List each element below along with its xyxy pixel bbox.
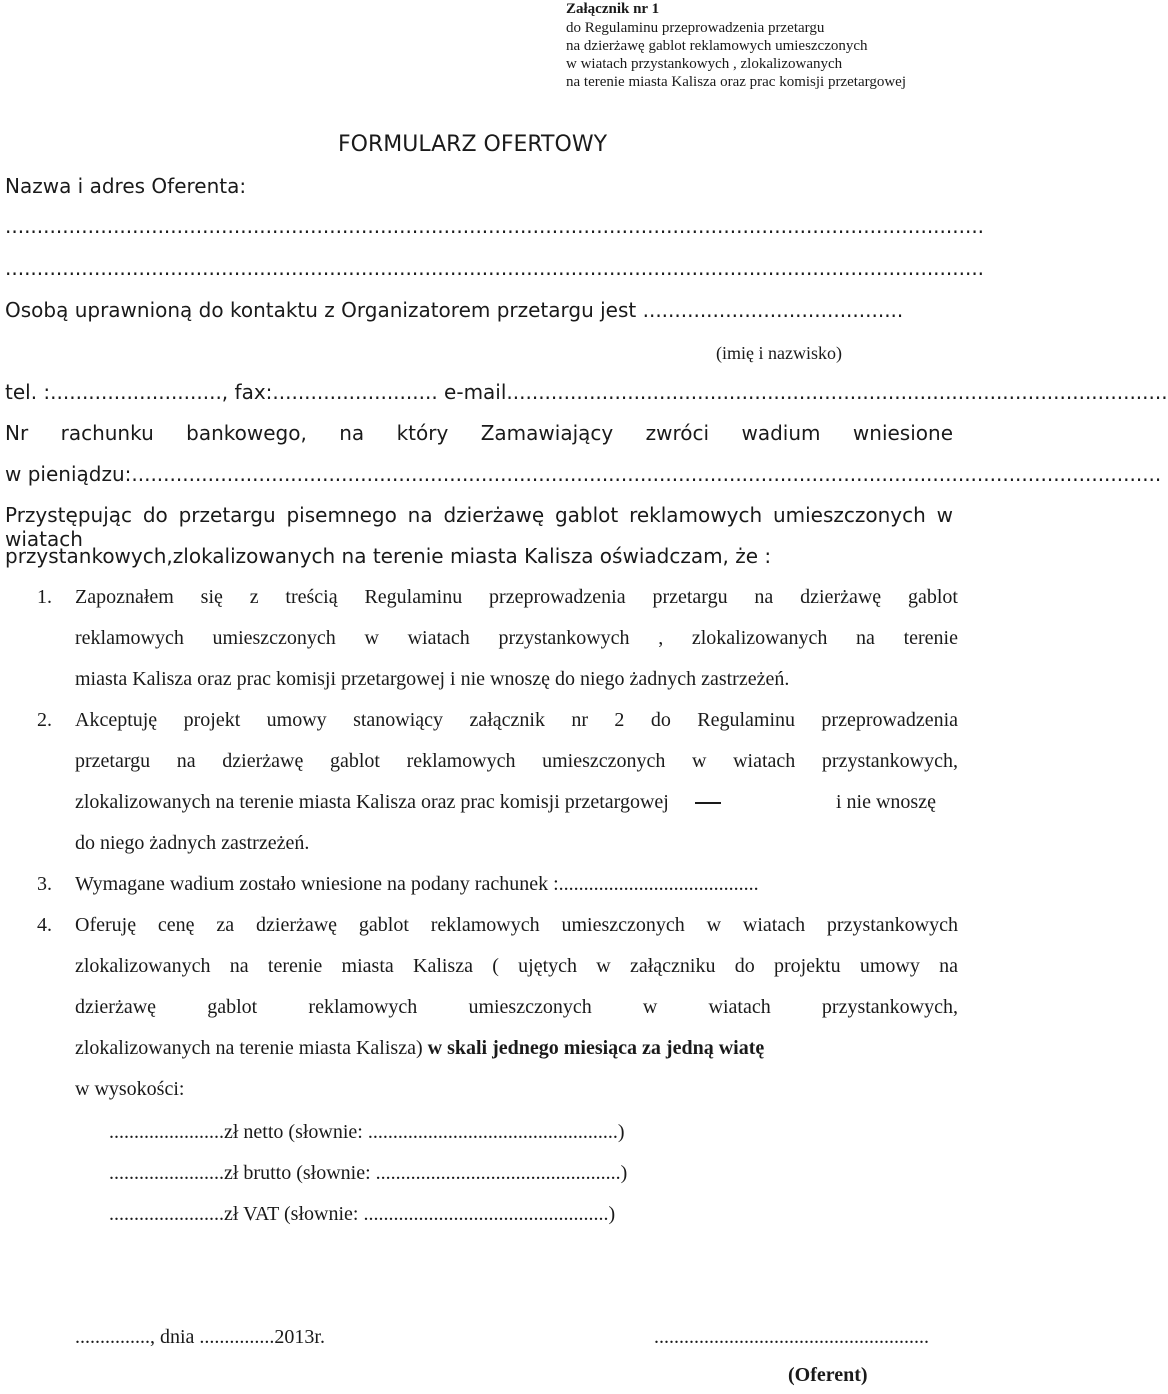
bank-account-fill-line: w pieniądzu:..................................................................................................................................................................: [5, 462, 1162, 486]
item-text-line: zlokalizowanych na terenie miasta Kalisza) w skali jednego miesiąca za jedną wiatę: [75, 1037, 765, 1059]
item-text-line: zlokalizowanych na terenie miasta Kalisza ( ujętych w załączniku do projektu umowy na: [75, 955, 958, 977]
header-attachment-number: Załącznik nr 1: [566, 1, 660, 17]
signature-label: (Oferent): [788, 1364, 868, 1386]
declaration-intro-line: Przystępując do przetargu pisemnego na dzierżawę gablot reklamowych umieszczonych w wiatach: [5, 503, 953, 551]
place-date-line: ..............., dnia ...............2013r.: [75, 1326, 325, 1348]
item-text-line: przetargu na dzierżawę gablot reklamowych umieszczonych w wiatach przystankowych,: [75, 750, 958, 772]
contact-details-line: tel. :..........................., fax:.......................... e-mail........................................................................................................: [5, 380, 1168, 404]
fill-in-line: ..........................................................................................................................................................: [5, 214, 985, 238]
header-line: do Regulaminu przeprowadzenia przetargu: [566, 20, 825, 36]
item-text-line: Wymagane wadium zostało wniesione na podany rachunek :........................................: [75, 873, 759, 895]
contact-person-line: Osobą uprawnioną do kontaktu z Organizatorem przetargu jest .........................................: [5, 298, 904, 322]
header-line: na dzierżawę gablot reklamowych umieszczonych: [566, 38, 868, 54]
item-text-line: Zapoznałem się z treścią Regulaminu przeprowadzenia przetargu na dzierżawę gablot: [75, 586, 958, 608]
item-text-line: Oferuję cenę za dzierżawę gablot reklamowych umieszczonych w wiatach przystankowych: [75, 914, 958, 936]
price-netto-line: .......................zł netto (słownie: ..................................................): [109, 1121, 625, 1143]
item-text-line: dzierżawę gablot reklamowych umieszczonych w wiatach przystankowych,: [75, 996, 958, 1018]
price-vat-line: .......................zł VAT (słownie: .................................................): [109, 1203, 616, 1225]
bank-account-line: Nr rachunku bankowego, na który Zamawiający zwróci wadium wniesione: [5, 421, 953, 445]
item-text-line: reklamowych umieszczonych w wiatach przystankowych , zlokalizowanych na terenie: [75, 627, 958, 649]
offeror-name-label: Nazwa i adres Oferenta:: [5, 174, 247, 198]
price-brutto-line: .......................zł brutto (słownie: .................................................): [109, 1162, 628, 1184]
item-number: 2.: [37, 709, 52, 731]
item-number: 4.: [37, 914, 52, 936]
declaration-intro-line: przystankowych,zlokalizowanych na terenie miasta Kalisza oświadczam, że :: [5, 544, 772, 568]
item-text-line: zlokalizowanych na terenie miasta Kalisza oraz prac komisji przetargowej: [75, 791, 727, 814]
item-text-line: do niego żadnych zastrzeżeń.: [75, 832, 310, 854]
item-text-line: Akceptuję projekt umowy stanowiący załącznik nr 2 do Regulaminu przeprowadzenia: [75, 709, 958, 731]
item-number: 3.: [37, 873, 52, 895]
item-text-line: i nie wnoszę: [836, 791, 936, 813]
dash-mark: [695, 802, 721, 804]
contact-person-hint: (imię i nazwisko): [716, 343, 842, 363]
signature-line: .......................................................: [654, 1326, 929, 1348]
billing-period-emphasis: w skali jednego miesiąca za jedną wiatę: [427, 1037, 765, 1059]
header-line: w wiatach przystankowych , zlokalizowanych: [566, 56, 843, 72]
form-title: FORMULARZ OFERTOWY: [338, 132, 608, 157]
item-text-line: miasta Kalisza oraz prac komisji przetargowej i nie wnoszę do niego żadnych zastrzeżeń.: [75, 668, 790, 690]
fill-in-line: ..........................................................................................................................................................: [5, 256, 985, 280]
item-text-line: w wysokości:: [75, 1078, 185, 1100]
item-number: 1.: [37, 586, 52, 608]
header-line: na terenie miasta Kalisza oraz prac komisji przetargowej: [566, 74, 906, 90]
